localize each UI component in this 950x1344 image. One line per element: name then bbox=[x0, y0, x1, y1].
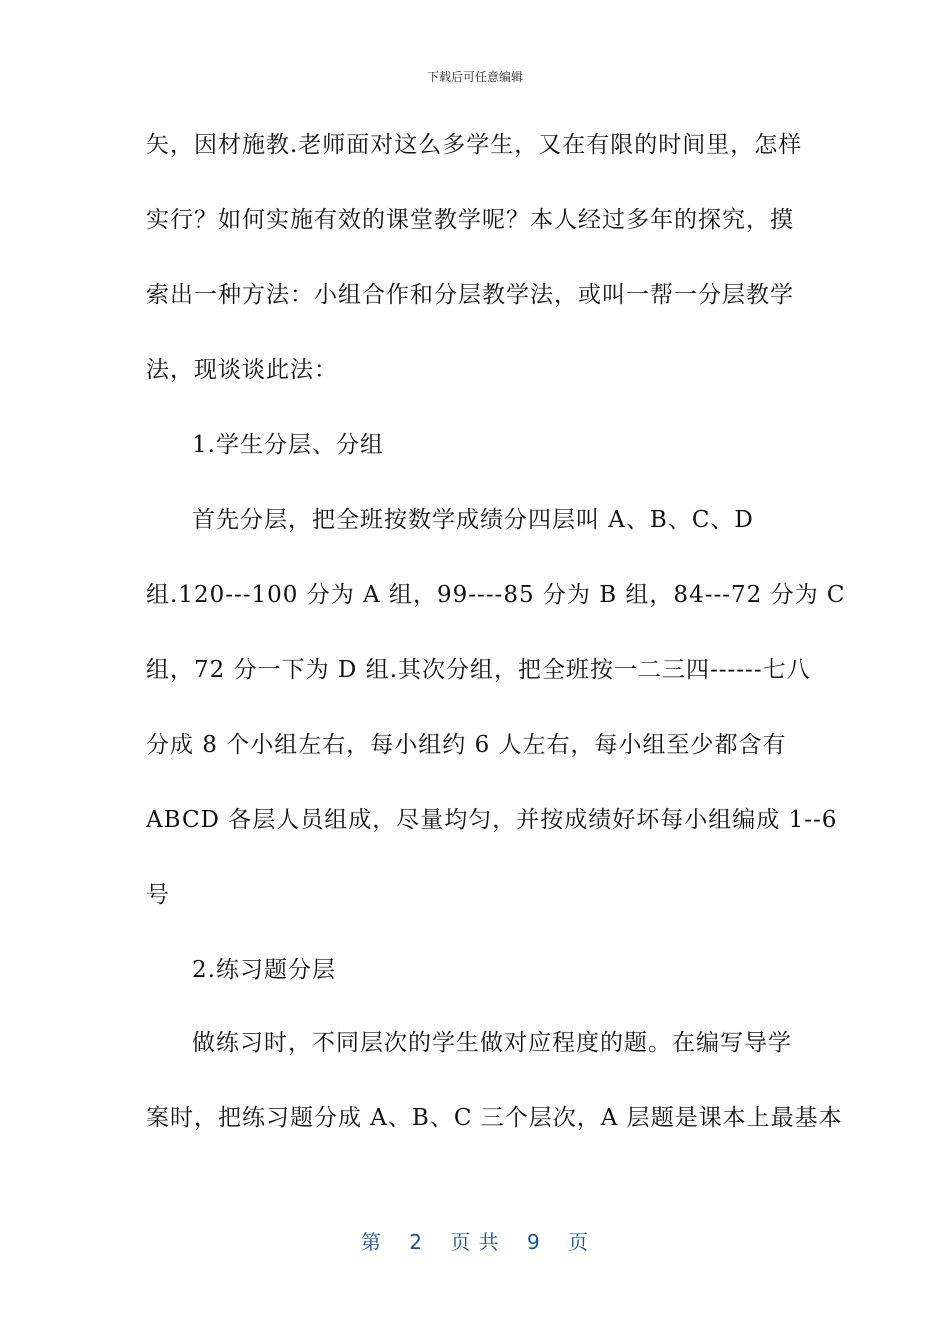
body-line: 实行？如何实施有效的课堂教学呢？本人经过多年的探究，摸 bbox=[146, 207, 794, 233]
page-footer bbox=[0, 1226, 950, 1255]
footer-di: 第 bbox=[360, 1230, 382, 1254]
body-line: 组，72 分一下为 D 组.其次分组，把全班按一二三四------七八 bbox=[146, 657, 811, 683]
section-heading: 1.学生分层、分组 bbox=[192, 432, 384, 458]
body-line: 首先分层，把全班按数学成绩分四层叫 A、B、C、D bbox=[192, 507, 754, 533]
body-line: 索出一种方法：小组合作和分层教学法，或叫一帮一分层教学 bbox=[146, 282, 794, 308]
section-heading: 2.练习题分层 bbox=[192, 957, 336, 983]
body-line: 做练习时，不同层次的学生做对应程度的题。在编写导学 bbox=[192, 1030, 792, 1056]
footer-ye-gong: 页 共 bbox=[450, 1230, 500, 1254]
body-line: 组.120---100 分为 A 组，99----85 分为 B 组，84---72 分为 C bbox=[146, 582, 846, 608]
footer-ye: 页 bbox=[568, 1230, 590, 1254]
body-line: 案时，把练习题分成 A、B、C 三个层次，A 层题是课本上最基本 bbox=[146, 1105, 843, 1131]
footer-total-pages: 9 bbox=[527, 1230, 541, 1254]
header-note: 下载后可任意编辑 bbox=[426, 70, 523, 84]
body-line: 法，现谈谈此法： bbox=[146, 357, 338, 383]
body-line: 号 bbox=[146, 882, 170, 908]
body-line: 分成 8 个小组左右，每小组约 6 人左右，每小组至少都含有 bbox=[146, 732, 787, 758]
body-line: ABCD 各层人员组成，尽量均匀，并按成绩好坏每小组编成 1--6 bbox=[146, 807, 838, 833]
footer-page-number: 2 bbox=[409, 1230, 423, 1254]
body-line: 矢，因材施教.老师面对这么多学生，又在有限的时间里，怎样 bbox=[146, 132, 803, 158]
